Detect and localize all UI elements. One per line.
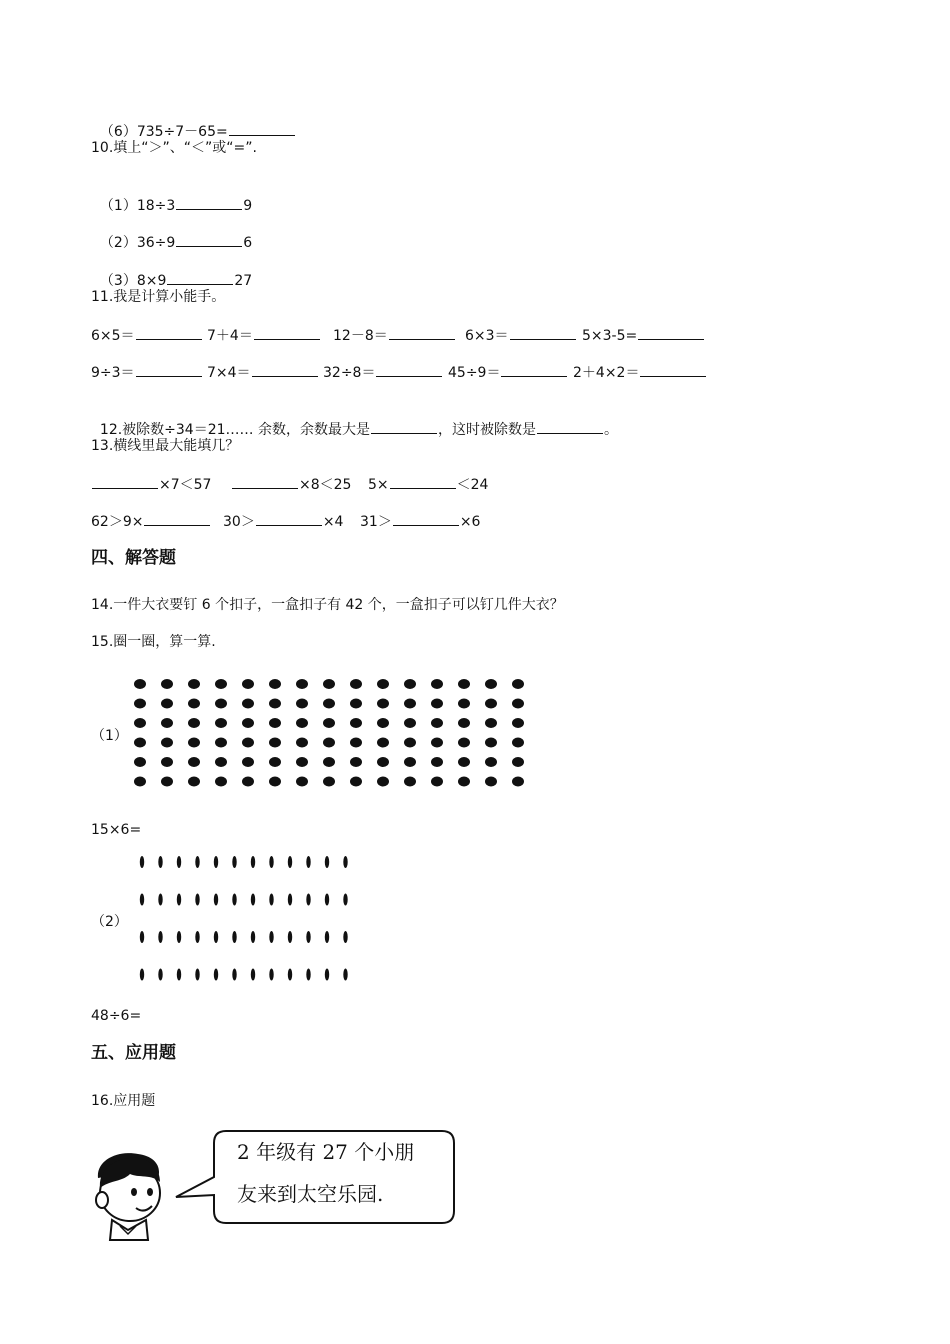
answer-blank[interactable] [640,362,706,377]
q13-r2-c2 [223,511,343,532]
dot [134,718,146,728]
dot [431,777,443,787]
answer-blank[interactable] [638,325,704,340]
dot [404,738,416,748]
oval [177,969,181,981]
dot [404,718,416,728]
q11-expr: 9÷3＝ [91,365,135,381]
dot [215,718,227,728]
q11-r2-c3 [323,362,443,383]
oval [251,894,255,906]
oval [288,856,292,868]
dot [269,777,281,787]
dot [404,679,416,689]
dot [350,699,362,709]
oval [288,969,292,981]
q13-expr: 62＞9× [91,514,144,530]
dot [458,757,470,767]
oval [269,931,273,943]
answer-blank[interactable] [501,362,567,377]
q11-r2-c4 [448,362,568,383]
oval [195,894,199,906]
dot [323,699,335,709]
q13-expr: 5× [368,477,389,493]
oval [269,856,273,868]
oval [195,931,199,943]
q10-1-right: 9 [243,198,253,214]
oval [140,969,144,981]
oval [158,969,162,981]
dot [134,699,146,709]
oval [288,931,292,943]
q9-6-line [91,101,296,142]
dot [431,738,443,748]
dot [350,777,362,787]
q13-expr: 31＞ [360,514,392,530]
oval [288,894,292,906]
q13-r2-c3 [360,511,480,532]
dot [242,738,254,748]
dot [134,757,146,767]
dot [377,718,389,728]
dot [242,718,254,728]
oval [325,969,329,981]
dot [431,757,443,767]
dot [296,718,308,728]
dot [242,699,254,709]
dot [512,757,524,767]
oval [269,894,273,906]
bubble-text-line2: 友来到太空乐园. [237,1182,384,1206]
q15-title: 15.圈一圈，算一算. [91,634,216,650]
dot [458,679,470,689]
dot [377,679,389,689]
q10-1-line [91,175,252,216]
section-5-heading: 五、应用题 [91,1043,176,1063]
oval [343,894,347,906]
oval [214,931,218,943]
dot [404,699,416,709]
oval [343,969,347,981]
ovals-grid-figure [132,850,352,985]
dot [215,738,227,748]
dot [323,757,335,767]
dot [242,679,254,689]
oval [214,969,218,981]
q14-text: 14.一件大衣要钉 6 个扣子，一盒扣子有 42 个，一盒扣子可以钉几件大衣？ [91,597,564,613]
dot [485,757,497,767]
dot [188,718,200,728]
dot [404,757,416,767]
q11-r2-c5 [573,362,707,383]
dot [134,738,146,748]
oval [140,894,144,906]
dot [377,757,389,767]
dot [377,777,389,787]
dot [296,757,308,767]
oval [158,931,162,943]
dot [242,777,254,787]
dot [269,738,281,748]
answer-blank[interactable] [167,270,233,285]
oval [158,894,162,906]
q11-r1-c4 [465,325,577,346]
dot [350,679,362,689]
answer-blank[interactable] [390,474,456,489]
oval [251,969,255,981]
q11-expr: 12－8＝ [333,328,388,344]
answer-blank[interactable] [232,474,298,489]
answer-blank[interactable] [256,511,322,526]
answer-blank[interactable] [389,325,455,340]
dot [296,699,308,709]
answer-blank[interactable] [229,121,295,136]
dot [215,777,227,787]
dot [512,699,524,709]
q11-expr: 7＋4＝ [207,328,253,344]
dot [242,757,254,767]
oval [251,931,255,943]
oval [195,856,199,868]
q11-expr: 6×3＝ [465,328,509,344]
oval [232,969,236,981]
dot [431,699,443,709]
dot [512,679,524,689]
q15-2-equation: 48÷6= [91,1008,142,1024]
oval [325,931,329,943]
dot [296,777,308,787]
dot [458,777,470,787]
dot [269,718,281,728]
dot [350,757,362,767]
dot [269,679,281,689]
answer-blank[interactable] [371,419,437,434]
q12-line [91,399,618,440]
q11-r1-c3 [333,325,456,346]
dot [188,699,200,709]
oval [306,894,310,906]
dot [161,679,173,689]
oval [140,931,144,943]
q13-r2-c1 [91,511,211,532]
q10-2-left: （2）36÷9 [99,235,176,251]
q11-expr: 45÷9＝ [448,365,501,381]
dot [431,679,443,689]
dot [215,699,227,709]
dot [512,718,524,728]
oval [177,931,181,943]
oval [269,969,273,981]
dot [296,679,308,689]
dot [161,757,173,767]
oval [306,856,310,868]
dot [485,699,497,709]
q13-r1-c2 [231,474,351,495]
dot [134,777,146,787]
dot [188,777,200,787]
q15-1-label: （1） [91,728,128,744]
q11-expr: 7×4＝ [207,365,251,381]
q11-expr: 32÷8＝ [323,365,376,381]
q10-3-line [91,250,252,291]
answer-blank[interactable] [537,419,603,434]
answer-blank[interactable] [176,195,242,210]
dot [323,679,335,689]
q11-r1-c2 [207,325,321,346]
oval [343,856,347,868]
dot [296,738,308,748]
q12-text-b: ，这时被除数是 [437,422,536,438]
answer-blank[interactable] [254,325,320,340]
dot [377,738,389,748]
oval [214,894,218,906]
dot [323,718,335,728]
q11-expr: 2＋4×2＝ [573,365,640,381]
q9-6-text: （6）735÷7－65= [99,124,228,140]
dot [458,718,470,728]
oval [306,931,310,943]
oval [232,894,236,906]
dot [161,777,173,787]
answer-blank[interactable] [393,511,459,526]
dot [161,699,173,709]
q10-1-left: （1）18÷3 [99,198,176,214]
answer-blank[interactable] [176,232,242,247]
q13-r1-c3 [368,474,488,495]
dot [161,718,173,728]
q15-2-label: （2） [91,914,128,930]
dot [458,699,470,709]
answer-blank[interactable] [144,511,210,526]
dot [188,738,200,748]
q12-text-c: 。 [603,422,618,438]
oval [343,931,347,943]
oval [195,969,199,981]
q16-title: 16.应用题 [91,1093,156,1109]
q11-r2-c1 [91,362,203,383]
q11-r1-c5 [582,325,705,346]
section-4-heading: 四、解答题 [91,548,176,568]
oval [140,856,144,868]
q15-1-equation: 15×6= [91,822,142,838]
answer-blank[interactable] [92,474,158,489]
dot [512,738,524,748]
q13-expr: ×7＜57 [159,477,212,493]
dot [458,738,470,748]
oval [325,856,329,868]
oval [158,856,162,868]
dot [161,738,173,748]
q11-title: 11.我是计算小能手。 [91,289,226,305]
dot [350,718,362,728]
oval [232,931,236,943]
q12-text-a: 12.被除数÷34＝21…… 余数，余数最大是 [99,422,370,438]
dot [215,757,227,767]
q11-r2-c2 [207,362,319,383]
dot [215,679,227,689]
q10-3-right: 27 [234,273,253,289]
answer-blank[interactable] [252,362,318,377]
dot [188,757,200,767]
q10-2-line [91,212,252,253]
answer-blank[interactable] [136,325,202,340]
dot [134,679,146,689]
bubble-text-line1: 2 年级有 27 个小朋 [237,1140,415,1164]
oval [325,894,329,906]
oval [214,856,218,868]
dot [485,738,497,748]
dot [404,777,416,787]
oval [177,894,181,906]
q13-expr: ×4 [322,514,344,530]
dot [431,718,443,728]
q13-expr: ×8＜25 [299,477,352,493]
oval [232,856,236,868]
dot [485,718,497,728]
dot [377,699,389,709]
answer-blank[interactable] [136,362,202,377]
dot [512,777,524,787]
dot [269,757,281,767]
q13-title: 13.横线里最大能填几？ [91,438,240,454]
q11-expr: 6×5＝ [91,328,135,344]
q11-expr: 5×3-5= [582,328,638,344]
q11-r1-c1 [91,325,203,346]
answer-blank[interactable] [376,362,442,377]
q10-2-right: 6 [243,235,253,251]
q10-title: 10.填上“＞”、“＜”或“=”. [91,140,257,156]
oval [306,969,310,981]
oval [251,856,255,868]
dot [485,777,497,787]
cartoon-boy-icon [88,1148,178,1243]
dots-grid-figure [130,674,530,794]
dot [350,738,362,748]
dot [269,699,281,709]
q13-expr: 30＞ [223,514,255,530]
answer-blank[interactable] [510,325,576,340]
q10-3-left: （3）8×9 [99,273,167,289]
oval [177,856,181,868]
dot [188,679,200,689]
q13-expr: ＜24 [456,477,489,493]
dot [323,777,335,787]
q13-expr: ×6 [459,514,481,530]
dot [485,679,497,689]
q13-r1-c1 [91,474,211,495]
dot [323,738,335,748]
